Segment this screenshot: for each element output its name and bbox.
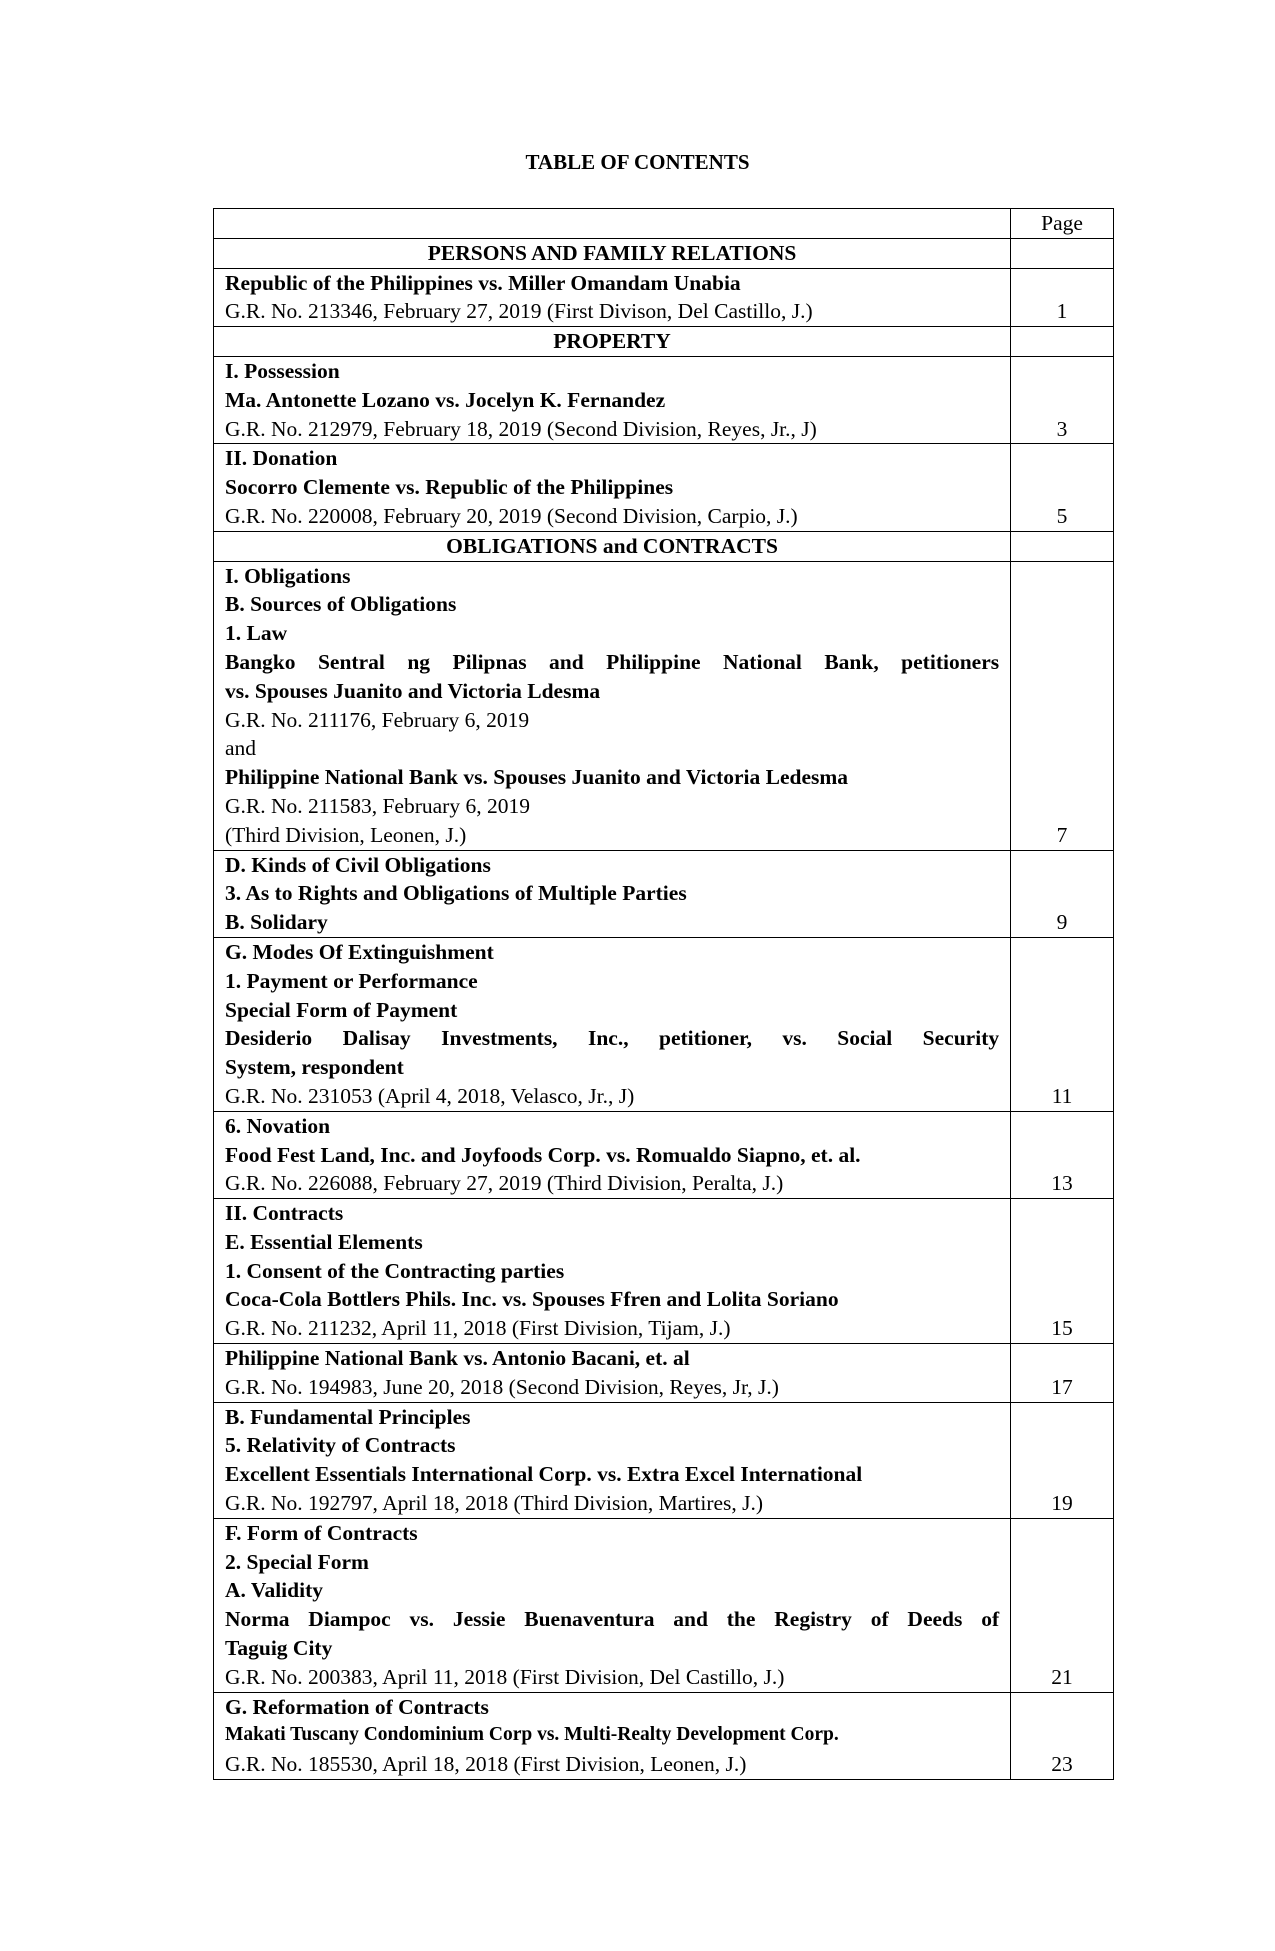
page-number[interactable]: 11 [1011,937,1114,1111]
page-number[interactable]: 19 [1011,1402,1114,1518]
entry-heading-line[interactable]: Special Form of Payment [225,997,458,1022]
toc-entry-text [214,1692,1011,1779]
page-number[interactable]: 1 [1011,268,1114,327]
page-number[interactable]: 13 [1011,1111,1114,1198]
entry-heading-line[interactable]: II. Contracts [225,1201,344,1226]
entry-heading-line[interactable]: 1. Law [225,621,288,646]
entry-heading-line[interactable]: Taguig City [225,1636,333,1661]
toc-entry-text [214,850,1011,937]
page-column-header: Page [1011,209,1114,239]
citation-line[interactable]: and [225,736,257,761]
section-heading: PERSONS AND FAMILY RELATIONS [214,238,1011,268]
page-number[interactable]: 17 [1011,1344,1114,1403]
entry-heading-line[interactable]: Coca-Cola Bottlers Phils. Inc. vs. Spouses Ffren and Lolita Soriano [225,1287,839,1312]
entry-heading-line[interactable]: Desiderio Dalisay Investments, Inc., petitioner, vs. Social Security [225,1026,1000,1051]
header-blank-cell [214,209,1011,239]
entry-heading-line[interactable]: B. Solidary [225,910,328,935]
entry-heading-line[interactable]: Philippine National Bank vs. Spouses Juanito and Victoria Ledesma [225,765,849,790]
entry-heading-line[interactable]: B. Fundamental Principles [225,1404,471,1429]
toc-entry-row [214,937,1114,1111]
section-heading-row [214,531,1114,561]
citation-line[interactable]: G.R. No. 211176, February 6, 2019 [225,707,530,732]
section-heading-row [214,238,1114,268]
entry-heading-line[interactable]: II. Donation [225,446,338,471]
section-page-cell [1011,327,1114,357]
entry-heading-line[interactable]: Ma. Antonette Lozano vs. Jocelyn K. Fernandez [225,387,666,412]
entry-heading-line[interactable]: Philippine National Bank vs. Antonio Bacani, et. al [225,1346,690,1371]
citation-line[interactable]: G.R. No. 211232, April 11, 2018 (First Division, Tijam, J.) [225,1316,731,1341]
page-number[interactable]: 9 [1011,850,1114,937]
section-heading: PROPERTY [214,327,1011,357]
toc-entry-text [214,937,1011,1111]
toc-entry-text [214,1111,1011,1198]
toc-entry-row [214,356,1114,443]
entry-heading-line[interactable]: G. Reformation of Contracts [225,1694,489,1719]
toc-entry-row [214,1518,1114,1692]
entry-heading-line[interactable]: System, respondent [225,1055,404,1080]
entry-heading-line[interactable]: Makati Tuscany Condominium Corp vs. Multi-Realty Development Corp. [225,1724,839,1746]
citation-line[interactable]: G.R. No. 226088, February 27, 2019 (Third Division, Peralta, J.) [225,1171,784,1196]
toc-entry-row [214,1111,1114,1198]
header-row [214,209,1114,239]
section-heading: OBLIGATIONS and CONTRACTS [214,531,1011,561]
entry-heading-line[interactable]: 6. Novation [225,1113,331,1138]
citation-line[interactable]: G.R. No. 194983, June 20, 2018 (Second Division, Reyes, Jr, J.) [225,1374,779,1399]
entry-heading-line[interactable]: B. Sources of Obligations [225,592,457,617]
toc-entry-text [214,444,1011,531]
section-heading-row [214,327,1114,357]
toc-entry-text [214,268,1011,327]
entry-heading-line[interactable]: 5. Relativity of Contracts [225,1433,456,1458]
entry-heading-line[interactable]: D. Kinds of Civil Obligations [225,852,491,877]
citation-line[interactable]: G.R. No. 185530, April 18, 2018 (First Division, Leonen, J.) [225,1752,747,1777]
toc-entry-text [214,356,1011,443]
entry-heading-line[interactable]: 3. As to Rights and Obligations of Multiple Parties [225,881,687,906]
toc-entry-row [214,268,1114,327]
citation-line[interactable]: (Third Division, Leonen, J.) [225,822,467,847]
entry-heading-line[interactable]: F. Form of Contracts [225,1520,418,1545]
page-number[interactable]: 21 [1011,1518,1114,1692]
citation-line[interactable]: G.R. No. 212979, February 18, 2019 (Second Division, Reyes, Jr., J) [225,416,817,441]
toc-entry-row [214,1402,1114,1518]
toc-entry-text [214,561,1011,850]
citation-line[interactable]: G.R. No. 220008, February 20, 2019 (Second Division, Carpio, J.) [225,503,798,528]
toc-entry-text [214,1518,1011,1692]
entry-heading-line[interactable]: I. Possession [225,358,340,383]
entry-heading-line[interactable]: Norma Diampoc vs. Jessie Buenaventura and the Registry of Deeds of [225,1607,1000,1632]
entry-heading-line[interactable]: Excellent Essentials International Corp. vs. Extra Excel International [225,1462,863,1487]
page-number[interactable]: 3 [1011,356,1114,443]
entry-heading-line[interactable]: E. Essential Elements [225,1229,423,1254]
toc-entry-text [214,1344,1011,1403]
entry-heading-line[interactable]: vs. Spouses Juanito and Victoria Ldesma [225,678,601,703]
entry-heading-line[interactable]: A. Validity [225,1578,323,1603]
entry-heading-line[interactable]: 1. Payment or Performance [225,968,478,993]
page-number[interactable]: 15 [1011,1199,1114,1344]
entry-heading-line[interactable]: Republic of the Philippines vs. Miller Omandam Unabia [225,270,741,295]
page-number[interactable]: 7 [1011,561,1114,850]
page-number[interactable]: 23 [1011,1692,1114,1779]
section-page-cell [1011,531,1114,561]
toc-entry-text [214,1402,1011,1518]
toc-body [214,209,1114,1780]
section-page-cell [1011,238,1114,268]
toc-entry-text [214,1199,1011,1344]
citation-line[interactable]: G.R. No. 213346, February 27, 2019 (First Divison, Del Castillo, J.) [225,299,813,324]
document-title: TABLE OF CONTENTS [525,150,750,174]
entry-heading-line[interactable]: I. Obligations [225,563,351,588]
toc-entry-row [214,1692,1114,1779]
citation-line[interactable]: G.R. No. 211583, February 6, 2019 [225,793,530,818]
toc-entry-row [214,1344,1114,1403]
citation-line[interactable]: G.R. No. 231053 (April 4, 2018, Velasco, Jr., J) [225,1083,635,1108]
entry-heading-line[interactable]: 1. Consent of the Contracting parties [225,1258,565,1283]
page-number[interactable]: 5 [1011,444,1114,531]
table-of-contents [213,208,1114,1780]
entry-heading-line[interactable]: 2. Special Form [225,1549,369,1574]
citation-line[interactable]: G.R. No. 192797, April 18, 2018 (Third Division, Martires, J.) [225,1491,764,1516]
entry-heading-line[interactable]: G. Modes Of Extinguishment [225,939,494,964]
entry-heading-line[interactable]: Socorro Clemente vs. Republic of the Philippines [225,475,674,500]
toc-entry-row [214,850,1114,937]
toc-entry-row [214,561,1114,850]
entry-heading-line[interactable]: Food Fest Land, Inc. and Joyfoods Corp. vs. Romualdo Siapno, et. al. [225,1142,861,1167]
citation-line[interactable]: G.R. No. 200383, April 11, 2018 (First Division, Del Castillo, J.) [225,1664,785,1689]
toc-entry-row [214,1199,1114,1344]
entry-heading-line[interactable]: Bangko Sentral ng Pilipnas and Philippine National Bank, petitioners [225,649,1000,674]
toc-entry-row [214,444,1114,531]
